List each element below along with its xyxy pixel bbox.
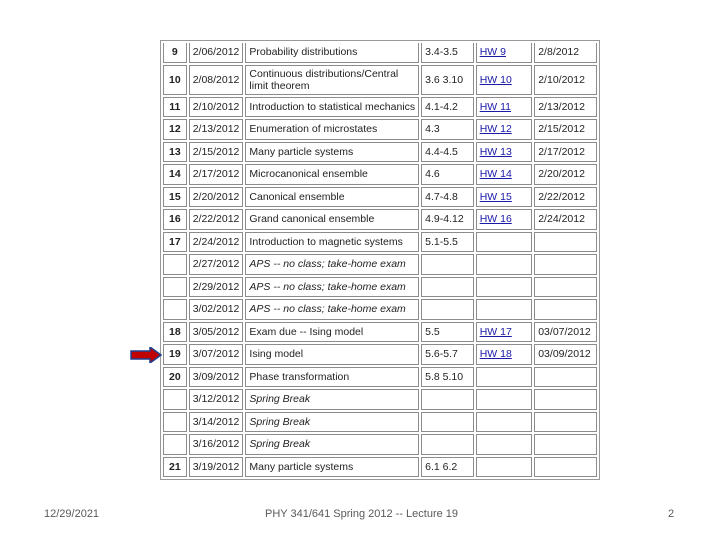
homework-due-date-cell (534, 434, 597, 455)
lecture-number-cell (163, 65, 187, 95)
lecture-number-cell (163, 389, 187, 410)
schedule-row (163, 254, 597, 275)
homework-due-date-cell (534, 232, 597, 253)
lecture-number-cell (163, 164, 187, 185)
lecture-topic-cell (245, 187, 419, 208)
lecture-date-cell (189, 43, 244, 63)
schedule-row (163, 232, 597, 253)
lecture-date: 2/27/2012 (192, 258, 240, 271)
lecture-date-cell (189, 187, 244, 208)
lecture-topic: Spring Break (249, 393, 311, 406)
current-lecture-arrow-icon (130, 347, 162, 363)
reading-sections-cell (421, 119, 474, 140)
footer-page-number: 2 (668, 508, 675, 520)
lecture-topic: Canonical ensemble (249, 190, 345, 203)
lecture-number-cell (163, 187, 187, 208)
reading-sections: 5.8 5.10 (425, 370, 464, 383)
lecture-topic: Microcanonical ensemble (249, 168, 368, 181)
reading-sections-cell (421, 389, 474, 410)
lecture-date: 2/10/2012 (192, 100, 240, 113)
reading-sections: 5.1-5.5 (425, 235, 458, 248)
lecture-date-cell (189, 142, 244, 163)
lecture-number-cell (163, 232, 187, 253)
lecture-date: 3/05/2012 (192, 325, 240, 338)
homework-link[interactable]: HW 15 (479, 190, 512, 203)
lecture-topic: APS -- no class; take-home exam (249, 303, 406, 316)
reading-sections-cell (421, 322, 474, 343)
homework-link[interactable]: HW 12 (479, 123, 512, 136)
reading-sections-cell (421, 254, 474, 275)
homework-link-cell (476, 299, 533, 320)
lecture-topic: APS -- no class; take-home exam (249, 280, 406, 293)
schedule-row (163, 97, 597, 118)
schedule-row (163, 277, 597, 298)
schedule-row (163, 434, 597, 455)
lecture-date: 2/29/2012 (192, 280, 240, 293)
lecture-number: 17 (169, 235, 181, 248)
lecture-number: 18 (169, 325, 181, 338)
lecture-number-cell (163, 277, 187, 298)
reading-sections: 4.4-4.5 (425, 145, 458, 158)
homework-link[interactable]: HW 10 (479, 73, 512, 86)
lecture-number: 19 (169, 348, 181, 361)
lecture-date-cell (189, 65, 244, 95)
homework-due-date-cell (534, 254, 597, 275)
lecture-number-cell (163, 457, 187, 478)
lecture-topic-cell (245, 367, 419, 388)
homework-link[interactable]: HW 18 (479, 348, 512, 361)
lecture-date: 3/09/2012 (192, 370, 240, 383)
homework-due-date-cell (534, 457, 597, 478)
lecture-date-cell (189, 412, 244, 433)
schedule-row (163, 142, 597, 163)
homework-due-date-cell (534, 43, 597, 63)
lecture-number: 10 (169, 73, 181, 86)
lecture-topic-cell (245, 344, 419, 365)
lecture-topic: Enumeration of microstates (249, 123, 378, 136)
reading-sections-cell (421, 209, 474, 230)
reading-sections-cell (421, 65, 474, 95)
lecture-date-cell (189, 164, 244, 185)
lecture-date-cell (189, 344, 244, 365)
lecture-date: 2/15/2012 (192, 145, 240, 158)
schedule-row (163, 65, 597, 95)
reading-sections-cell (421, 434, 474, 455)
lecture-topic: Many particle systems (249, 145, 354, 158)
lecture-number-cell (163, 43, 187, 63)
reading-sections-cell (421, 232, 474, 253)
lecture-topic-cell (245, 254, 419, 275)
reading-sections-cell (421, 299, 474, 320)
reading-sections-cell (421, 457, 474, 478)
schedule-row (163, 119, 597, 140)
homework-link-cell (476, 142, 533, 163)
lecture-topic-cell (245, 277, 419, 298)
lecture-date-cell (189, 299, 244, 320)
lecture-number-cell (163, 367, 187, 388)
schedule-row (163, 412, 597, 433)
homework-due-date: 2/17/2012 (538, 145, 585, 158)
reading-sections: 3.4-3.5 (425, 46, 458, 59)
lecture-number: 21 (169, 460, 181, 473)
lecture-date-cell (189, 322, 244, 343)
schedule-table (160, 40, 600, 480)
homework-due-date: 03/09/2012 (538, 348, 591, 361)
lecture-number-cell (163, 209, 187, 230)
lecture-number-cell (163, 119, 187, 140)
homework-link-cell (476, 97, 533, 118)
lecture-number: 20 (169, 370, 181, 383)
lecture-topic-cell (245, 142, 419, 163)
lecture-topic: Many particle systems (249, 460, 354, 473)
lecture-date-cell (189, 232, 244, 253)
homework-link-cell (476, 389, 533, 410)
lecture-topic-cell (245, 119, 419, 140)
schedule-row (163, 367, 597, 388)
reading-sections-cell (421, 344, 474, 365)
lecture-date: 2/17/2012 (192, 168, 240, 181)
lecture-number: 9 (171, 46, 178, 59)
lecture-topic-cell (245, 164, 419, 185)
homework-link-cell (476, 164, 533, 185)
reading-sections: 4.3 (425, 123, 440, 136)
homework-link-cell (476, 65, 533, 95)
homework-due-date: 2/10/2012 (538, 73, 585, 86)
reading-sections-cell (421, 164, 474, 185)
lecture-date: 2/22/2012 (192, 213, 240, 226)
reading-sections: 5.5 (425, 325, 440, 338)
schedule-row (163, 187, 597, 208)
lecture-topic: Spring Break (249, 438, 311, 451)
lecture-date-cell (189, 277, 244, 298)
lecture-date: 3/07/2012 (192, 348, 240, 361)
lecture-date: 3/02/2012 (192, 303, 240, 316)
reading-sections: 4.6 (425, 168, 440, 181)
reading-sections: 4.9-4.12 (425, 213, 464, 226)
lecture-topic: Continuous distributions/Central limit theorem (249, 67, 399, 92)
homework-link-cell (476, 254, 533, 275)
schedule-row (163, 209, 597, 230)
homework-link-cell (476, 322, 533, 343)
lecture-topic-cell (245, 232, 419, 253)
schedule-body (163, 43, 597, 477)
lecture-topic-cell (245, 209, 419, 230)
homework-link-cell (476, 232, 533, 253)
homework-link-cell (476, 434, 533, 455)
schedule-row (163, 322, 597, 343)
homework-link-cell (476, 43, 533, 63)
reading-sections: 4.1-4.2 (425, 100, 458, 113)
homework-due-date: 2/24/2012 (538, 213, 585, 226)
footer-title: PHY 341/641 Spring 2012 -- Lecture 19 (265, 508, 459, 520)
homework-due-date-cell (534, 142, 597, 163)
lecture-date: 3/16/2012 (192, 438, 240, 451)
homework-due-date: 2/20/2012 (538, 168, 585, 181)
lecture-topic: Spring Break (249, 415, 311, 428)
lecture-date: 2/06/2012 (192, 46, 240, 59)
lecture-number-cell (163, 97, 187, 118)
schedule-row (163, 389, 597, 410)
homework-link-cell (476, 367, 533, 388)
schedule-row (163, 344, 597, 365)
lecture-number-cell (163, 142, 187, 163)
lecture-number: 16 (169, 213, 181, 226)
homework-due-date-cell (534, 187, 597, 208)
reading-sections-cell (421, 412, 474, 433)
reading-sections-cell (421, 43, 474, 63)
homework-link[interactable]: HW 14 (479, 168, 512, 181)
lecture-date-cell (189, 254, 244, 275)
lecture-topic: Ising model (249, 348, 304, 361)
homework-link-cell (476, 209, 533, 230)
homework-link-cell (476, 344, 533, 365)
lecture-number-cell (163, 299, 187, 320)
homework-due-date-cell (534, 65, 597, 95)
footer-date: 12/29/2021 (44, 508, 100, 520)
lecture-topic-cell (245, 43, 419, 63)
reading-sections: 4.7-4.8 (425, 190, 458, 203)
lecture-date: 3/19/2012 (192, 460, 240, 473)
homework-due-date-cell (534, 164, 597, 185)
homework-due-date-cell (534, 367, 597, 388)
lecture-date-cell (189, 209, 244, 230)
homework-link-cell (476, 277, 533, 298)
homework-link[interactable]: HW 13 (479, 145, 512, 158)
reading-sections-cell (421, 97, 474, 118)
lecture-topic-cell (245, 434, 419, 455)
lecture-date-cell (189, 97, 244, 118)
lecture-number-cell (163, 322, 187, 343)
lecture-date-cell (189, 119, 244, 140)
lecture-topic: Exam due -- Ising model (249, 325, 364, 338)
homework-link[interactable]: HW 17 (479, 325, 512, 338)
lecture-date: 3/12/2012 (192, 393, 240, 406)
lecture-date-cell (189, 434, 244, 455)
homework-due-date-cell (534, 97, 597, 118)
homework-due-date: 2/15/2012 (538, 123, 585, 136)
homework-due-date-cell (534, 277, 597, 298)
homework-link-cell (476, 187, 533, 208)
lecture-number-cell (163, 434, 187, 455)
lecture-topic-cell (245, 412, 419, 433)
reading-sections-cell (421, 277, 474, 298)
lecture-number: 14 (169, 168, 181, 181)
lecture-topic: Phase transformation (249, 370, 350, 383)
lecture-topic-cell (245, 65, 419, 95)
lecture-date: 2/08/2012 (192, 73, 240, 86)
reading-sections-cell (421, 187, 474, 208)
lecture-date: 2/13/2012 (192, 123, 240, 136)
homework-due-date-cell (534, 299, 597, 320)
reading-sections: 6.1 6.2 (425, 460, 458, 473)
homework-link[interactable]: HW 11 (479, 100, 511, 113)
schedule-row (163, 164, 597, 185)
homework-due-date-cell (534, 344, 597, 365)
schedule-row (163, 299, 597, 320)
lecture-topic: Grand canonical ensemble (249, 213, 375, 226)
lecture-topic-cell (245, 389, 419, 410)
lecture-topic: Introduction to magnetic systems (249, 235, 403, 248)
homework-link[interactable]: HW 16 (479, 213, 512, 226)
lecture-topic-cell (245, 322, 419, 343)
homework-due-date-cell (534, 119, 597, 140)
homework-due-date-cell (534, 389, 597, 410)
homework-link-cell (476, 457, 533, 478)
reading-sections-cell (421, 367, 474, 388)
lecture-topic: Probability distributions (249, 46, 358, 59)
lecture-topic-cell (245, 457, 419, 478)
homework-due-date-cell (534, 209, 597, 230)
homework-due-date: 2/22/2012 (538, 190, 585, 203)
lecture-number: 12 (169, 123, 181, 136)
lecture-number-cell (163, 254, 187, 275)
reading-sections: 3.6 3.10 (425, 73, 464, 86)
lecture-date: 2/24/2012 (192, 235, 240, 248)
homework-link-cell (476, 412, 533, 433)
lecture-number: 13 (169, 145, 181, 158)
homework-due-date: 2/13/2012 (538, 100, 585, 113)
homework-due-date-cell (534, 412, 597, 433)
schedule-row (163, 43, 597, 63)
homework-link[interactable]: HW 9 (479, 46, 506, 59)
lecture-date-cell (189, 367, 244, 388)
lecture-date: 3/14/2012 (192, 415, 240, 428)
lecture-number: 15 (169, 190, 181, 203)
lecture-number: 11 (169, 100, 181, 113)
lecture-number-cell (163, 344, 187, 365)
lecture-topic: Introduction to statistical mechanics (249, 100, 416, 113)
reading-sections-cell (421, 142, 474, 163)
schedule-row (163, 457, 597, 478)
homework-due-date-cell (534, 322, 597, 343)
homework-link-cell (476, 119, 533, 140)
lecture-date-cell (189, 389, 244, 410)
lecture-date: 2/20/2012 (192, 190, 240, 203)
lecture-date-cell (189, 457, 244, 478)
homework-due-date: 2/8/2012 (538, 46, 580, 59)
lecture-topic-cell (245, 299, 419, 320)
reading-sections: 5.6-5.7 (425, 348, 458, 361)
lecture-topic: APS -- no class; take-home exam (249, 258, 406, 271)
homework-due-date: 03/07/2012 (538, 325, 591, 338)
lecture-number-cell (163, 412, 187, 433)
lecture-topic-cell (245, 97, 419, 118)
